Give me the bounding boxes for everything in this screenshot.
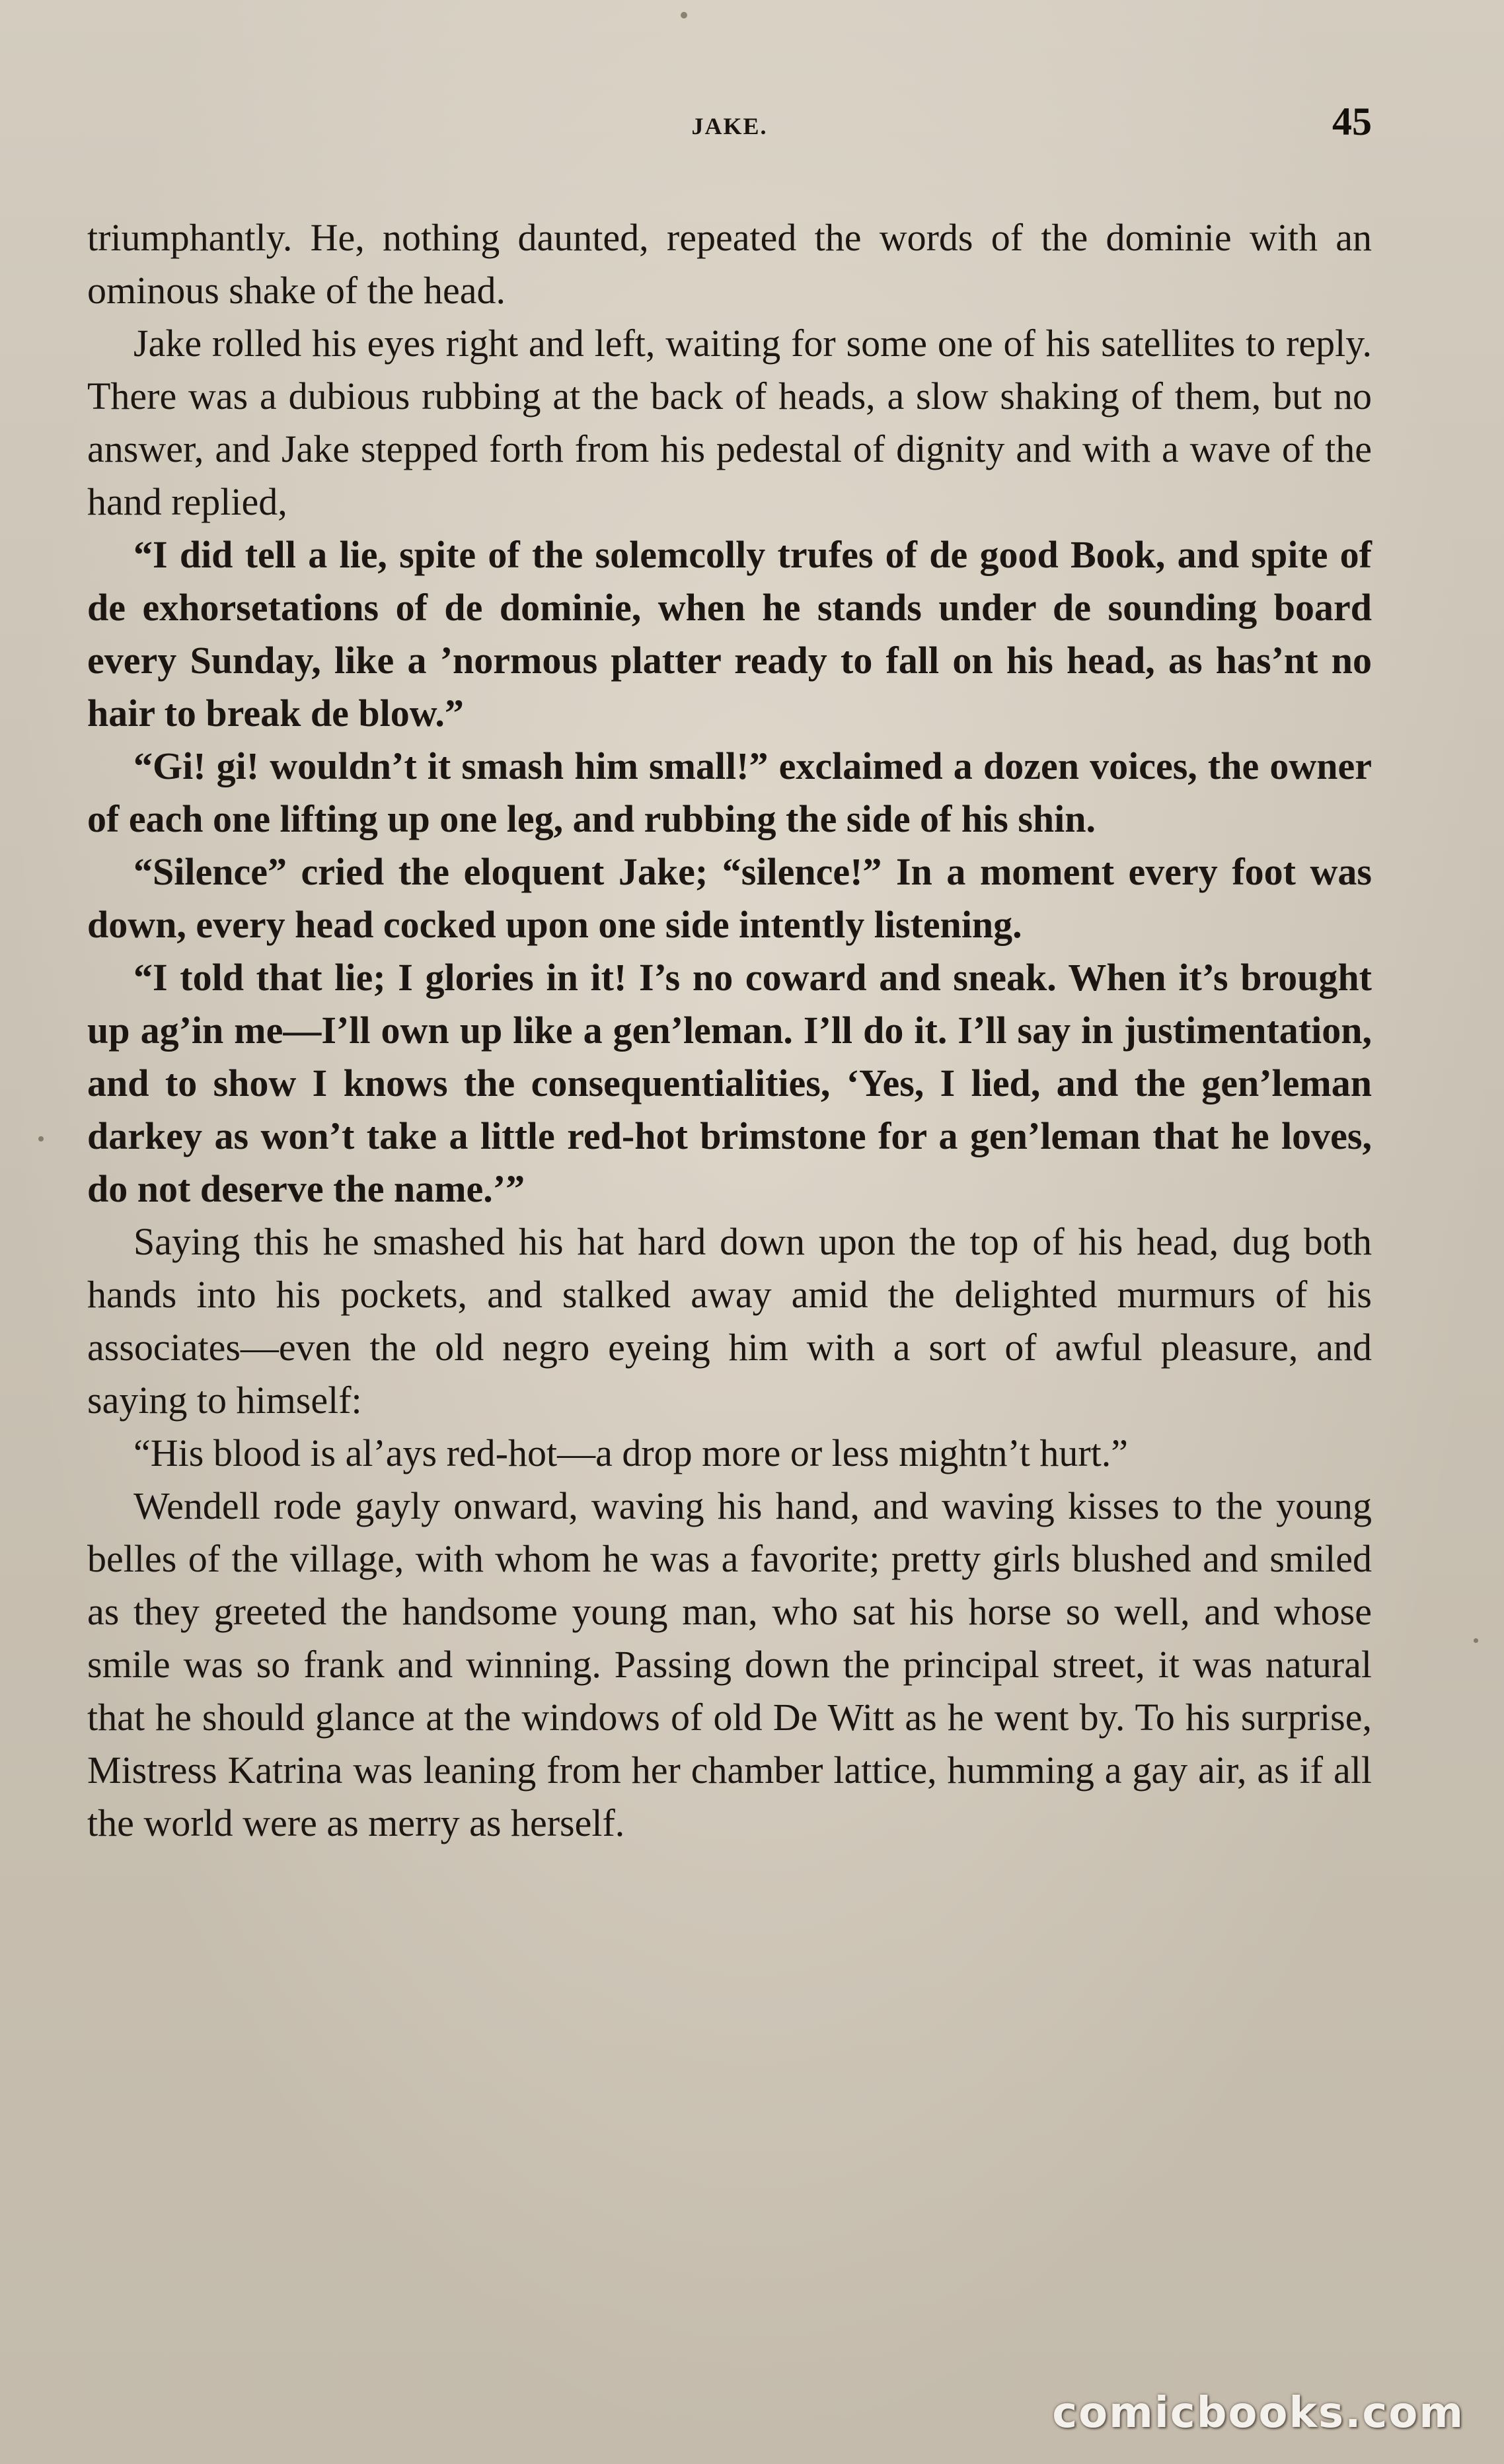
body-text bbox=[87, 211, 1372, 1850]
paper-fleck bbox=[38, 1136, 44, 1141]
paragraph: “Silence” cried the eloquent Jake; “silence!” In a moment every foot was down, every head cocked upon one side intently listening. bbox=[87, 850, 1372, 946]
paragraph: “Gi! gi! wouldn’t it smash him small!” exclaimed a dozen voices, the owner of each one lifting up one leg, and rubbing the side of his shin. bbox=[87, 744, 1372, 840]
paragraph: Jake rolled his eyes right and left, waiting for some one of his satellites to reply. There was a dubious rubbing at the back of heads, a slow shaking of them, but no answer, and Jake stepped forth from his pedestal of dignity and with a wave of the hand replied, bbox=[87, 322, 1372, 523]
paragraph: “I told that lie; I glories in it! I’s no coward and sneak. When it’s brought up ag’in me—I’ll own up like a gen’leman. I’ll do it. I’ll say in justimentation, and to show I knows the consequentialities, ‘Yes, I lied, and the gen’leman darkey as won’t take a little red-hot brimstone for a gen’leman that he loves, do not deserve the name.’” bbox=[87, 956, 1372, 1210]
page-header bbox=[87, 99, 1372, 159]
paragraph: triumphantly. He, nothing daunted, repeated the words of the dominie with an ominous shake of the head. bbox=[87, 216, 1372, 312]
running-head: JAKE. bbox=[691, 113, 768, 139]
paragraph: Saying this he smashed his hat hard down upon the top of his head, dug both hands into his pockets, and stalked away amid the delighted murmurs of his associates—even the old negro eyeing him with a sort of awful pleasure, and saying to himself: bbox=[87, 1220, 1372, 1422]
paragraph: “I did tell a lie, spite of the solemcolly trufes of de good Book, and spite of de exhorsetations of de dominie, when he stands under de sounding board every Sunday, like a ’normous platter ready to fall on his head, as has’nt no hair to break de blow.” bbox=[87, 533, 1372, 735]
page-number: 45 bbox=[1332, 100, 1372, 143]
paragraph: Wendell rode gayly onward, waving his hand, and waving kisses to the young belles of the village, with whom he was a favorite; pretty girls blushed and smiled as they greeted the handsome young man, who sat his horse so well, and whose smile was so frank and winning. Passing down the principal street, it was natural that he should glance at the windows of old De Witt as he went by. To his surprise, Mistress Katrina was leaning from her chamber lattice, humming a gay air, as if all the world were as merry as herself. bbox=[87, 1484, 1372, 1844]
paper-fleck bbox=[681, 12, 687, 18]
paragraph: “His blood is al’ays red-hot—a drop more or less mightn’t hurt.” bbox=[133, 1431, 1129, 1474]
paper-fleck bbox=[1474, 1638, 1478, 1643]
watermark-logo: comicbooks.com bbox=[1052, 2389, 1464, 2438]
